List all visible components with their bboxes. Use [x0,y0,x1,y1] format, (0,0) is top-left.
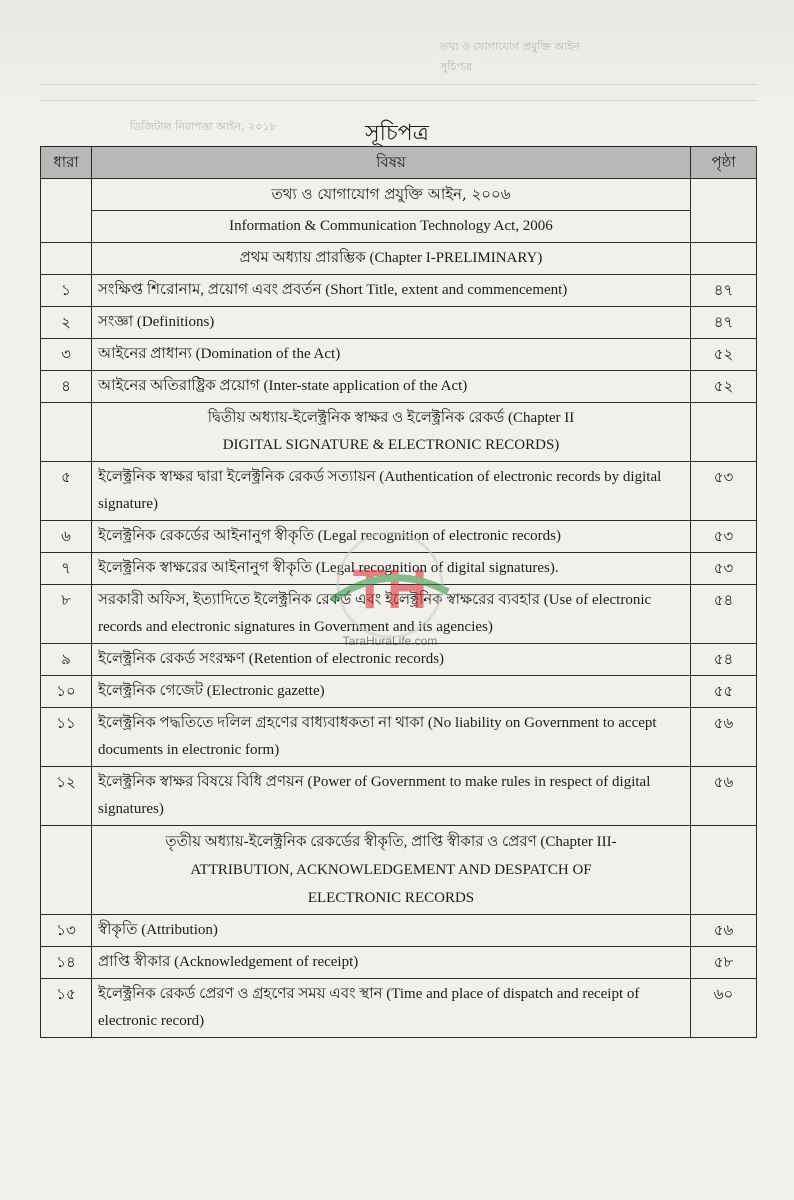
table-row [41,371,757,403]
chapter-heading-row [41,403,757,462]
section-title: ইলেক্ট্রনিক স্বাক্ষর দ্বারা ইলেক্ট্রনিক রেকর্ড সত্যায়ন (Authentication of electronic records by digital signature) [92,462,691,521]
page-number: ৫৩ [691,462,757,521]
chapter1-heading: প্রথম অধ্যায় প্রারম্ভিক (Chapter I-PRELIMINARY) [92,243,691,275]
chapter3-heading-line1: তৃতীয় অধ্যায়-ইলেক্ট্রনিক রেকর্ডের স্বীকৃতি, প্রাপ্তি স্বীকার ও প্রেরণ (Chapter III- [165,834,617,850]
page-number: ৫৬ [691,708,757,767]
page-number: ৫২ [691,339,757,371]
bleed-rule-1 [40,84,757,85]
section-title: আইনের প্রাধান্য (Domination of the Act) [92,339,691,371]
blank-cell [41,826,92,915]
table-row [41,708,757,767]
section-title: ইলেক্ট্রনিক গেজেট (Electronic gazette) [92,676,691,708]
section-number: ১০ [41,676,92,708]
chapter3-heading-line3: ELECTRONIC RECORDS [307,890,475,906]
chapter-heading-row [41,243,757,275]
blank-cell [691,179,757,243]
page-number: ৫৬ [691,767,757,826]
table-row [41,676,757,708]
section-number: ৩ [41,339,92,371]
previous-page-bleed [0,0,794,120]
page-number: ৫৩ [691,521,757,553]
table-row [41,553,757,585]
act-title-bangla: তথ্য ও যোগাযোগ প্রযুক্তি আইন, ২০০৬ [92,179,691,211]
column-page-header: পৃষ্ঠা [691,147,757,179]
blank-cell [691,826,757,915]
contents-table [40,146,757,1038]
page-number: ৫৩ [691,553,757,585]
act-title-row [41,179,757,211]
table-row [41,462,757,521]
bleed-text-2: সূচিপত্র [440,60,472,73]
page-number: ৪৭ [691,275,757,307]
section-title: আইনের অতিরাষ্ট্রিক প্রয়োগ (Inter-state application of the Act) [92,371,691,403]
column-subject-header: বিষয় [92,147,691,179]
blank-cell [41,243,92,275]
section-title: প্রাপ্তি স্বীকার (Acknowledgement of receipt) [92,947,691,979]
section-number: ৯ [41,644,92,676]
section-title: ইলেক্ট্রনিক পদ্ধতিতে দলিল গ্রহণের বাধ্যবাধকতা না থাকা (No liability on Government to accept documents in electronic form) [92,708,691,767]
section-number: ১ [41,275,92,307]
section-number: ৫ [41,462,92,521]
blank-cell [691,243,757,275]
table-row [41,979,757,1038]
page-number: ৫৪ [691,644,757,676]
section-title: স্বীকৃতি (Attribution) [92,915,691,947]
section-number: ১৪ [41,947,92,979]
section-title: ইলেক্ট্রনিক রেকর্ড সংরক্ষণ (Retention of electronic records) [92,644,691,676]
chapter3-heading-line2: ATTRIBUTION, ACKNOWLEDGEMENT AND DESPATCH OF [190,862,592,878]
section-title: সংজ্ঞা (Definitions) [92,307,691,339]
watermark-mark: TH [352,557,428,620]
table-row [41,585,757,644]
page-number: ৫৬ [691,915,757,947]
column-section-header: ধারা [41,147,92,179]
section-number: ২ [41,307,92,339]
section-title: ইলেক্ট্রনিক স্বাক্ষরের আইনানুগ স্বীকৃতি (Legal recognition of digital signatures). [92,553,691,585]
page-number: ৫৫ [691,676,757,708]
chapter-heading-row [41,826,757,915]
section-title: ইলেক্ট্রনিক রেকর্ড প্রেরণ ও গ্রহণের সময় এবং স্থান (Time and place of dispatch and receipt of electronic record) [92,979,691,1038]
table-row [41,644,757,676]
bleed-rule-2 [40,100,757,101]
blank-cell [41,403,92,462]
section-title: ইলেক্ট্রনিক রেকর্ডের আইনানুগ স্বীকৃতি (Legal recognition of electronic records) [92,521,691,553]
section-number: ১১ [41,708,92,767]
blank-cell [41,179,92,243]
table-row [41,307,757,339]
chapter3-heading [92,826,691,915]
bleed-text-1: তথ্য ও যোগাযোগ প্রযুক্তি আইন [440,40,580,53]
chapter2-heading-line1: দ্বিতীয় অধ্যায়-ইলেক্ট্রনিক স্বাক্ষর ও ইলেক্ট্রনিক রেকর্ড (Chapter II [207,410,575,426]
page-number: ৫৮ [691,947,757,979]
section-title: ইলেক্ট্রনিক স্বাক্ষর বিষয়ে বিধি প্রণয়ন (Power of Government to make rules in respect of digital signatures) [92,767,691,826]
table-row [41,947,757,979]
watermark-site: TaraHuraLife.com [342,634,438,648]
section-title: সংক্ষিপ্ত শিরোনাম, প্রয়োগ এবং প্রবর্তন (Short Title, extent and commencement) [92,275,691,307]
page-number: ৫৪ [691,585,757,644]
section-number: ৬ [41,521,92,553]
table-header-row [41,147,757,179]
table-row [41,339,757,371]
page-number: ৬০ [691,979,757,1038]
section-number: ১২ [41,767,92,826]
table-row [41,521,757,553]
page-title: সূচিপত্র [365,121,429,146]
table-row [41,275,757,307]
table-row [41,767,757,826]
table-row [41,915,757,947]
section-number: ১৩ [41,915,92,947]
page-number: ৪৭ [691,307,757,339]
section-title: সরকারী অফিস, ইত্যাদিতে ইলেক্ট্রনিক রেকর্ড এবং ইলেক্ট্রনিক স্বাক্ষরের ব্যবহার (Use of electronic records and electronic signatures in Government and its agencies) [92,585,691,644]
section-number: ৭ [41,553,92,585]
section-number: ৪ [41,371,92,403]
act-title-en-row [41,211,757,243]
section-number: ১৫ [41,979,92,1038]
chapter2-heading [92,403,691,462]
chapter2-heading-line2: DIGITAL SIGNATURE & ELECTRONIC RECORDS) [222,437,560,453]
blank-cell [691,403,757,462]
page-number: ৫২ [691,371,757,403]
section-number: ৮ [41,585,92,644]
act-title-english: Information & Communication Technology Act, 2006 [92,211,691,243]
bleed-text-3: ডিজিটাল নিরাপত্তা আইন, ২০১৮ [130,120,277,133]
